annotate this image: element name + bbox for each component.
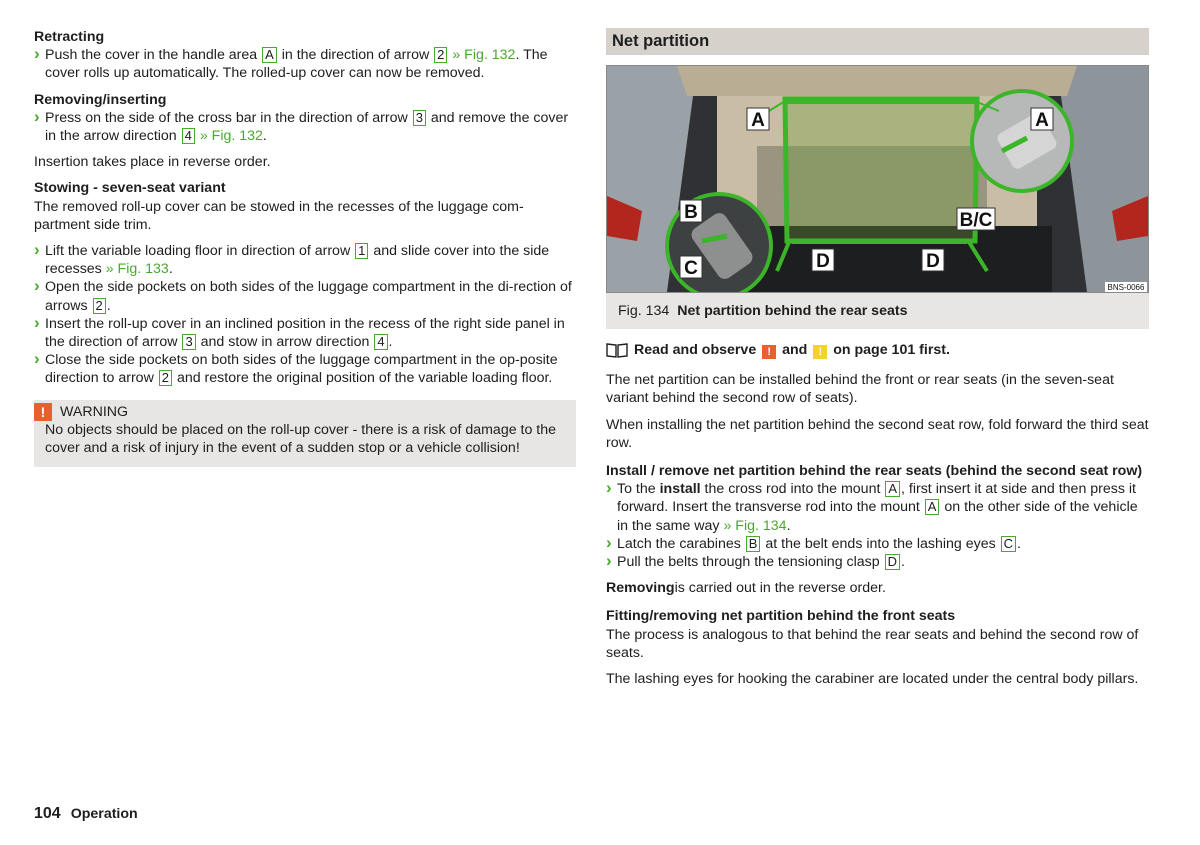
marker-4: 4 [182,128,195,144]
figure-134 [606,65,1149,293]
left-column [34,28,576,467]
svg-text:A: A [1035,110,1049,131]
fig-133-link[interactable]: » Fig. 133 [101,261,169,278]
second-row-paragraph: When installing the net partition behind the second seat row, fold forward the third seat row. [606,416,1149,451]
fig-132-link[interactable]: » Fig. 132 [448,47,516,64]
right-column [606,28,1149,688]
fig-132-link[interactable]: » Fig. 132 [195,128,263,145]
removing-text: Removingis carried out in the reverse order. [606,580,886,597]
marker-4: 4 [374,334,387,350]
marker-a: A [885,481,900,497]
marker-a: A [925,499,940,515]
section-title: Net partition [606,28,1149,55]
warning-text: No objects should be placed on the roll-up cover - there is a risk of damage to the cover and a risk of injury in the event of a sudden stop or a vehicle collision! [45,421,557,457]
caption-number: Fig. 134 [618,303,670,319]
list-item: › Lift the variable loading floor in direction of arrow 1 and slide cover into the side recesses » Fig. 133. [34,242,576,278]
marker-2: 2 [434,47,447,63]
warning-icon: ! [762,345,776,359]
label-b [680,200,702,223]
retracting-heading: Retracting [34,29,105,45]
book-icon [606,342,628,358]
label-c [680,256,702,279]
retracting-steps [34,46,576,82]
list-item: › Pull the belts through the tensioning clasp D . [606,553,1149,571]
figure-caption [606,293,1149,329]
svg-text:C: C [684,258,698,279]
lashing-paragraph: The lashing eyes for hooking the carabiner are located under the central body pillars. [606,671,1139,688]
svg-text:B/C: B/C [959,210,993,231]
front-paragraph: The process is analogous to that behind the rear seats and behind the second row of seats. [606,626,1139,661]
label-a-left [747,108,769,131]
marker-3: 3 [413,110,426,126]
warning-box [34,400,576,468]
read-first-note: Read and observe ! and ! on page 101 first. [606,341,1149,359]
svg-text:D: D [816,251,830,272]
list-item: › Open the side pockets on both sides of the luggage compartment in the di-rection of arrows 2 . [34,278,576,314]
marker-c: C [1001,536,1016,552]
front-heading: Fitting/removing net partition behind the front seats [606,608,956,625]
stowing-steps [34,242,576,388]
stowing-heading: Stowing - seven-seat variant [34,180,226,197]
caption-text: Net partition behind the rear seats [677,303,908,319]
list-item: › Push the cover in the handle area A in the direction of arrow 2 » Fig. 132. The cover rolls up automatically. The rolled-up cover can now be removed. [34,46,576,82]
marker-d: D [885,554,900,570]
list-item: › Press on the side of the cross bar in the direction of arrow 3 and remove the cover in the arrow direction 4 » Fig. 132. [34,109,576,145]
stowing-intro: The removed roll-up cover can be stowed in the recesses of the luggage com-partment side trim. [34,198,524,233]
list-item: › Close the side pockets on both sides of the luggage compartment in the op-posite direction to arrow 2 and restore the original position of the variable loading floor. [34,351,576,387]
marker-2: 2 [93,298,106,314]
marker-b: B [746,536,761,552]
intro-paragraph: The net partition can be installed behind the front or rear seats (in the seven-seat variant behind the second row of seats). [606,372,1114,407]
list-item: › To the install the cross rod into the mount A , first insert it at side and then press it forward. Insert the transverse rod into the mount A on the other side of the vehicle in the same way » Fig. 134. [606,480,1149,535]
warning-icon: ! [34,403,52,421]
removing-heading: Removing/inserting [34,91,167,108]
footer-section: Operation [70,806,138,822]
install-steps [606,480,1149,571]
net-partition-illustration [607,66,1148,292]
fig-134-link[interactable]: » Fig. 134 [719,517,787,534]
warning-title: WARNING [60,403,129,420]
warning-header [34,403,566,421]
page-footer [34,805,138,823]
list-item: › Latch the carabines B at the belt ends into the lashing eyes C . [606,535,1149,553]
marker-a: A [262,47,277,63]
insertion-text: Insertion takes place in reverse order. [34,154,271,171]
label-bc [957,208,995,231]
marker-1: 1 [355,243,368,259]
svg-text:B: B [684,202,698,223]
page-number: 104 [34,805,61,822]
list-item: › Insert the roll-up cover in an inclined position in the recess of the right side panel in the direction of arrow 3 and stow in arrow direction 4 . [34,315,576,351]
marker-2: 2 [159,370,172,386]
label-a-right [1031,108,1053,131]
marker-3: 3 [182,334,195,350]
svg-text:D: D [926,251,940,272]
removing-steps [34,109,576,145]
svg-text:A: A [751,110,765,131]
label-d-left [812,249,834,272]
label-d-right [922,249,944,272]
caution-icon: ! [813,345,827,359]
figure-code: BNS-0066 [1107,283,1145,292]
install-heading: Install / remove net partition behind the rear seats (behind the second seat row) [606,463,1143,480]
